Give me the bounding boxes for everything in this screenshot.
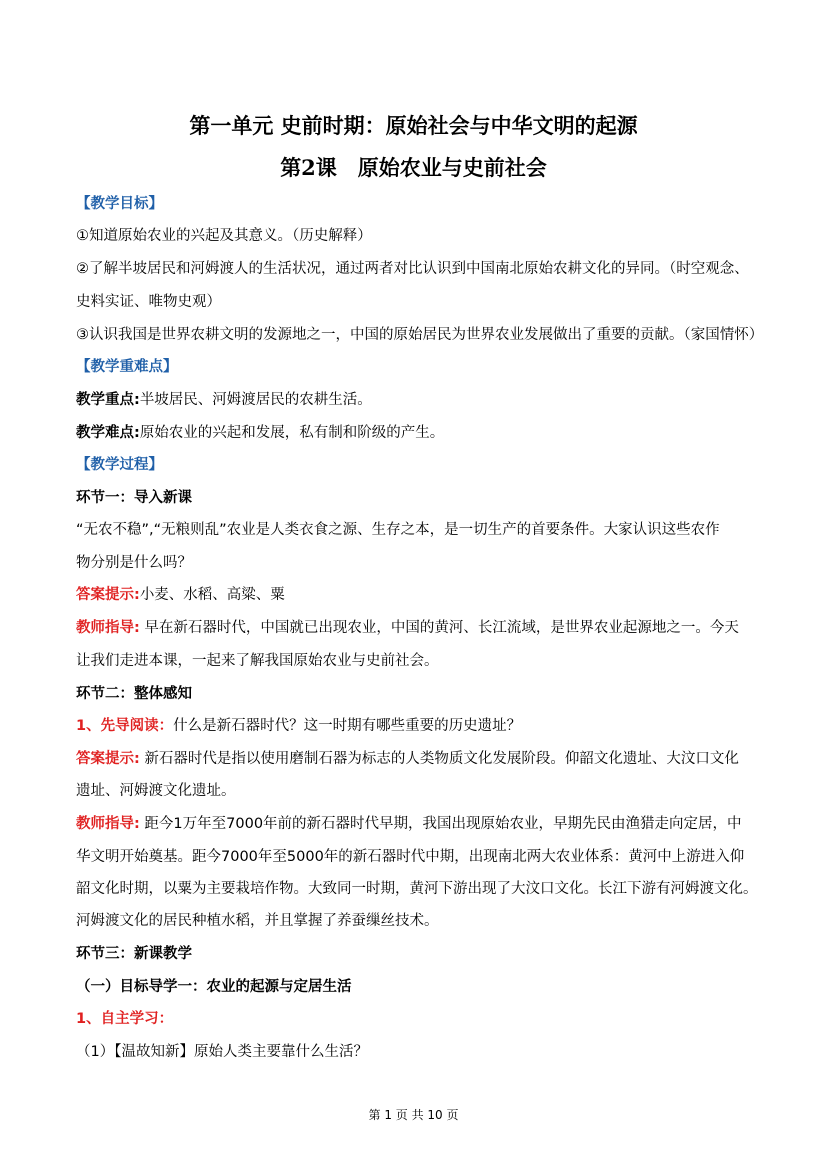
- goal-2-line-1: ②了解半坡居民和河姆渡人的生活状况，通过两者对比认识到中国南北原始农耕文化的异同。（时空观念、: [76, 261, 749, 277]
- answer-hint-2-line-1: [76, 749, 766, 769]
- page-footer: 第 1 页 共 10 页: [368, 1108, 459, 1122]
- difficult-point-text: 原始农业的兴起和发展，私有制和阶级的产生。: [139, 425, 445, 441]
- self-study-heading: 1、自主学习：: [76, 1011, 174, 1027]
- question-1: （1）【温故知新】原始人类主要靠什么生活？: [76, 1044, 368, 1060]
- pre-reading-label: 1、先导阅读：: [76, 718, 174, 734]
- goal-2-line-2: 史料实证、唯物史观）: [76, 294, 221, 310]
- teacher-guide-2-line-4: 河姆渡文化的居民种植水稻，并且掌握了养蚕缫丝技术。: [76, 913, 439, 929]
- section-heading-key-points: 【教学重难点】: [76, 359, 178, 375]
- lesson-title: 第2课 原始农业与史前社会: [280, 155, 547, 180]
- goal-1: ①知道原始农业的兴起及其意义。（历史解释）: [76, 228, 372, 244]
- teacher-guide-label: 教师指导:: [76, 816, 140, 832]
- key-point-label: 教学重点:: [76, 392, 140, 408]
- teacher-guide-2-line-3: 韶文化时期，以粟为主要栽培作物。大致同一时期，黄河下游出现了大汶口文化。长江下游有河姆渡文化。: [76, 881, 758, 897]
- teacher-guide-2-line-1: [76, 814, 766, 834]
- answer-hint-label: 答案提示:: [76, 751, 140, 767]
- difficult-point: [76, 423, 766, 443]
- teacher-guide-1-line-2: 让我们走进本课，一起来了解我国原始农业与史前社会。: [76, 653, 439, 669]
- answer-hint-text: 新石器时代是指以使用磨制石器为标志的人类物质文化发展阶段。仰韶文化遗址、大汶口文化: [139, 751, 739, 767]
- answer-hint-2-line-2: 遗址、河姆渡文化遗址。: [76, 783, 236, 799]
- section-heading-goals: 【教学目标】: [76, 196, 163, 212]
- answer-hint-label: 答案提示:: [76, 587, 140, 603]
- teacher-guide-label: 教师指导:: [76, 620, 140, 636]
- intro-line-2: 物分别是什么吗？: [76, 555, 192, 571]
- pre-reading-text: 什么是新石器时代？这一时期有哪些重要的历史遗址？: [173, 718, 522, 734]
- intro-line-1: “无农不稳”,“无粮则乱”农业是人类衣食之源、生存之本，是一切生产的首要条件。大家认识这些农作: [76, 522, 720, 538]
- section-heading-process: 【教学过程】: [76, 457, 163, 473]
- teacher-guide-text: 早在新石器时代，中国就已出现农业，中国的黄河、长江流域，是世界农业起源地之一。今天: [139, 620, 739, 636]
- step-3-heading: 环节三：新课教学: [76, 946, 192, 962]
- difficult-point-label: 教学难点:: [76, 425, 140, 441]
- goal-3: ③认识我国是世界农耕文明的发源地之一，中国的原始居民为世界农业发展做出了重要的贡献。（家国情怀）: [76, 327, 764, 343]
- key-point-text: 半坡居民、河姆渡居民的农耕生活。: [139, 392, 372, 408]
- target-1-heading: （一）目标导学一：农业的起源与定居生活: [76, 979, 352, 995]
- key-point: [76, 390, 766, 410]
- step-2-heading: 环节二：整体感知: [76, 686, 192, 702]
- step-1-heading: 环节一：导入新课: [76, 490, 192, 506]
- teacher-guide-1-line-1: [76, 618, 766, 638]
- teacher-guide-text: 距今1万年至7000年前的新石器时代早期，我国出现原始农业，早期先民由渔猎走向定居，中: [139, 816, 742, 832]
- pre-reading: [76, 716, 766, 736]
- teacher-guide-2-line-2: 华文明开始奠基。距今7000年至5000年的新石器时代中期，出现南北两大农业体系：黄河中上游进入仰: [76, 849, 745, 865]
- unit-title: 第一单元 史前时期：原始社会与中华文明的起源: [189, 113, 638, 138]
- answer-hint-1: [76, 585, 766, 605]
- answer-hint-text: 小麦、水稻、高粱、粟: [139, 587, 285, 603]
